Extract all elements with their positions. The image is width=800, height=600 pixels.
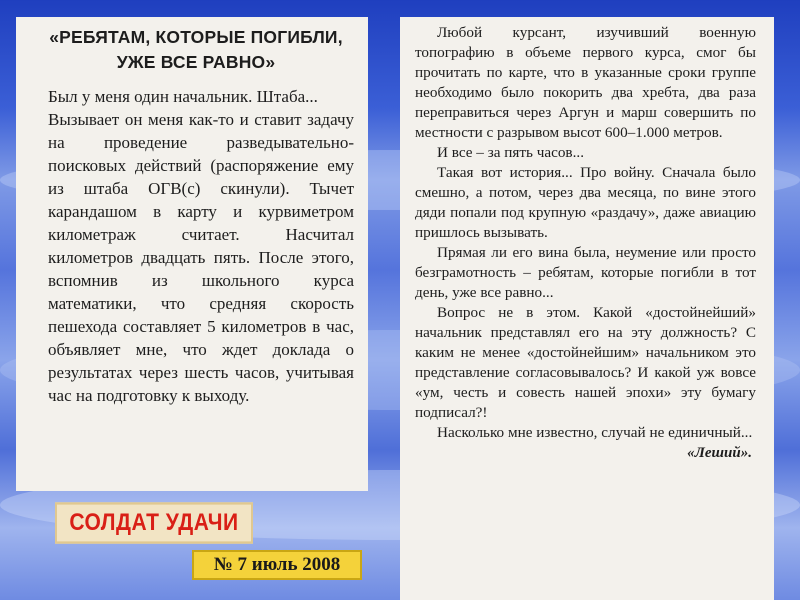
- article-paragraph: Такая вот история... Про войну. Сначала было смешно, а потом, через два месяца, по вине этого дяди попали под крупную «раздачу», даже авиацию пришлось вызывать.: [415, 164, 756, 241]
- magazine-logo: СОЛДАТ УДАЧИ: [55, 502, 253, 543]
- article-paragraph: Вопрос не в этом. Какой «достойнейший» начальник представлял его на эту должность? С каким не менее «достойнейшим» начальником это представление согласовывалось? И какой уж вовсе «ум, честь и совесть нашей эпохи» эту бумагу подписал?!: [415, 304, 756, 421]
- article-paragraph: И все – за пять часов...: [437, 144, 584, 161]
- article-paragraph: Был у меня один начальник. Штаба...: [48, 87, 318, 106]
- article-paragraph: Любой курсант, изучивший военную топографию в объеме первого курса, смог бы прочитать по карте, что в указанные сроки группе необходимо было покорить два хребта, два раза переправиться через Аргун и марш совершить по местности с разрывом высот 600–1.000 метров.: [415, 24, 756, 141]
- article-paragraph: Вызывает он меня как-то и ставит задачу на проведение разведывательно-поисковых действий (распоряжение ему из штаба ОГВ(с) скинули). Тычет карандашом в карту и курвиметром километраж считает. Насчитал километров двадцать пять. После этого, вспомнив из школьного курса математики, что средняя скорость пешехода составляет 5 километров в час, объявляет мне, что ждет доклада о результатах через шесть часов, учитывая час на подготовку к выходу.: [48, 110, 354, 405]
- article-paragraph: Прямая ли его вина была, неумение или просто безграмотность – ребятам, которые погибли в тот день, уже все равно...: [415, 244, 756, 301]
- article-paragraph: Насколько мне известно, случай не единичный...: [437, 424, 753, 441]
- issue-label: № 7 июль 2008: [192, 550, 362, 580]
- left-article-clipping: [16, 17, 368, 491]
- article-headline: «РЕБЯТАМ, КОТОРЫЕ ПОГИБЛИ, УЖЕ ВСЕ РАВНО»: [49, 27, 343, 72]
- author-signature: «Леший».: [687, 445, 752, 461]
- right-article-clipping: [400, 17, 774, 600]
